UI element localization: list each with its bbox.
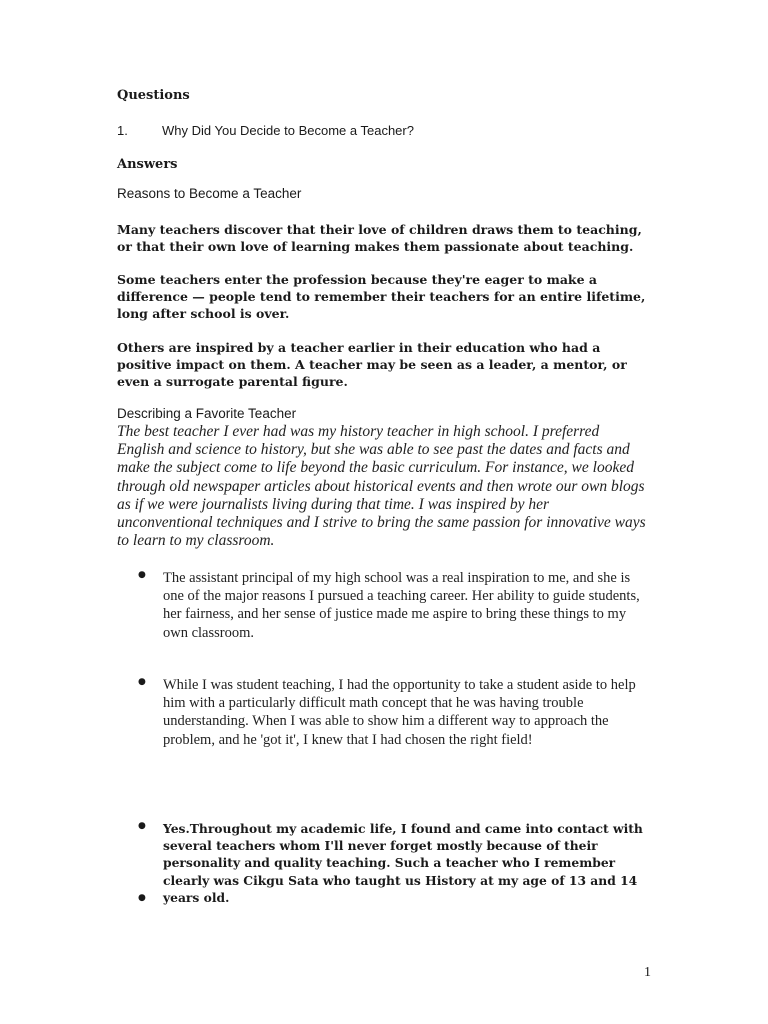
reasons-paragraph-1: Many teachers discover that their love of children draws them to teaching, or that their own love of learning makes them passionate about teaching.	[117, 222, 642, 254]
list-item-text: Yes.Throughout my academic life, I found and came into contact with several teachers whom I'll never forget mostly because of their personality and quality teaching. Such a teacher who I remember clearly was Cikgu Sata who taught us History at my age of 13 and 14 years old.	[163, 821, 643, 905]
bullet-icon: ●	[138, 893, 146, 903]
bullet-icon: ●	[138, 570, 146, 580]
list-item-text: While I was student teaching, I had the opportunity to take a student aside to help him with a particularly difficult math concept that he was having trouble understanding. When I was able to show him a different way to approach the problem, and he 'got it', I knew that I had chosen the right field!	[163, 677, 636, 748]
question-number: 1.	[117, 123, 128, 138]
reasons-paragraph-2: Some teachers enter the profession because they're eager to make a difference — people tend to remember their teachers for an entire lifetime, long after school is over.	[117, 272, 646, 321]
reasons-title: Reasons to Become a Teacher	[117, 186, 302, 201]
favorite-teacher-paragraph: The best teacher I ever had was my history teacher in high school. I preferred English and science to history, but she was able to see past the dates and facts and make the subject come to life beyond the basic curriculum. For instance, we looked through old newspaper articles about historical events and then wrote our own blogs as if we were journalists living during that time. I was inspired by her unconventional techniques and I strive to bring the same passion for innovative ways to learn to my classroom.	[117, 423, 646, 550]
favorite-teacher-title: Describing a Favorite Teacher	[117, 406, 297, 421]
bullet-icon: ●	[138, 821, 146, 831]
questions-heading: Questions	[117, 88, 190, 103]
answers-heading: Answers	[117, 157, 178, 172]
bullet-icon: ●	[138, 677, 146, 687]
reasons-paragraph-3: Others are inspired by a teacher earlier in their education who had a positive impact on them. A teacher may be seen as a leader, a mentor, or even a surrogate parental figure.	[117, 340, 627, 389]
list-item-text: The assistant principal of my high school was a real inspiration to me, and she is one of the major reasons I pursued a teaching career. Her ability to guide students, her fairness, and her sense of justice made me aspire to bring these things to my own classroom.	[163, 570, 640, 641]
page-number: 1	[644, 965, 651, 980]
question-text: Why Did You Decide to Become a Teacher?	[162, 123, 414, 138]
